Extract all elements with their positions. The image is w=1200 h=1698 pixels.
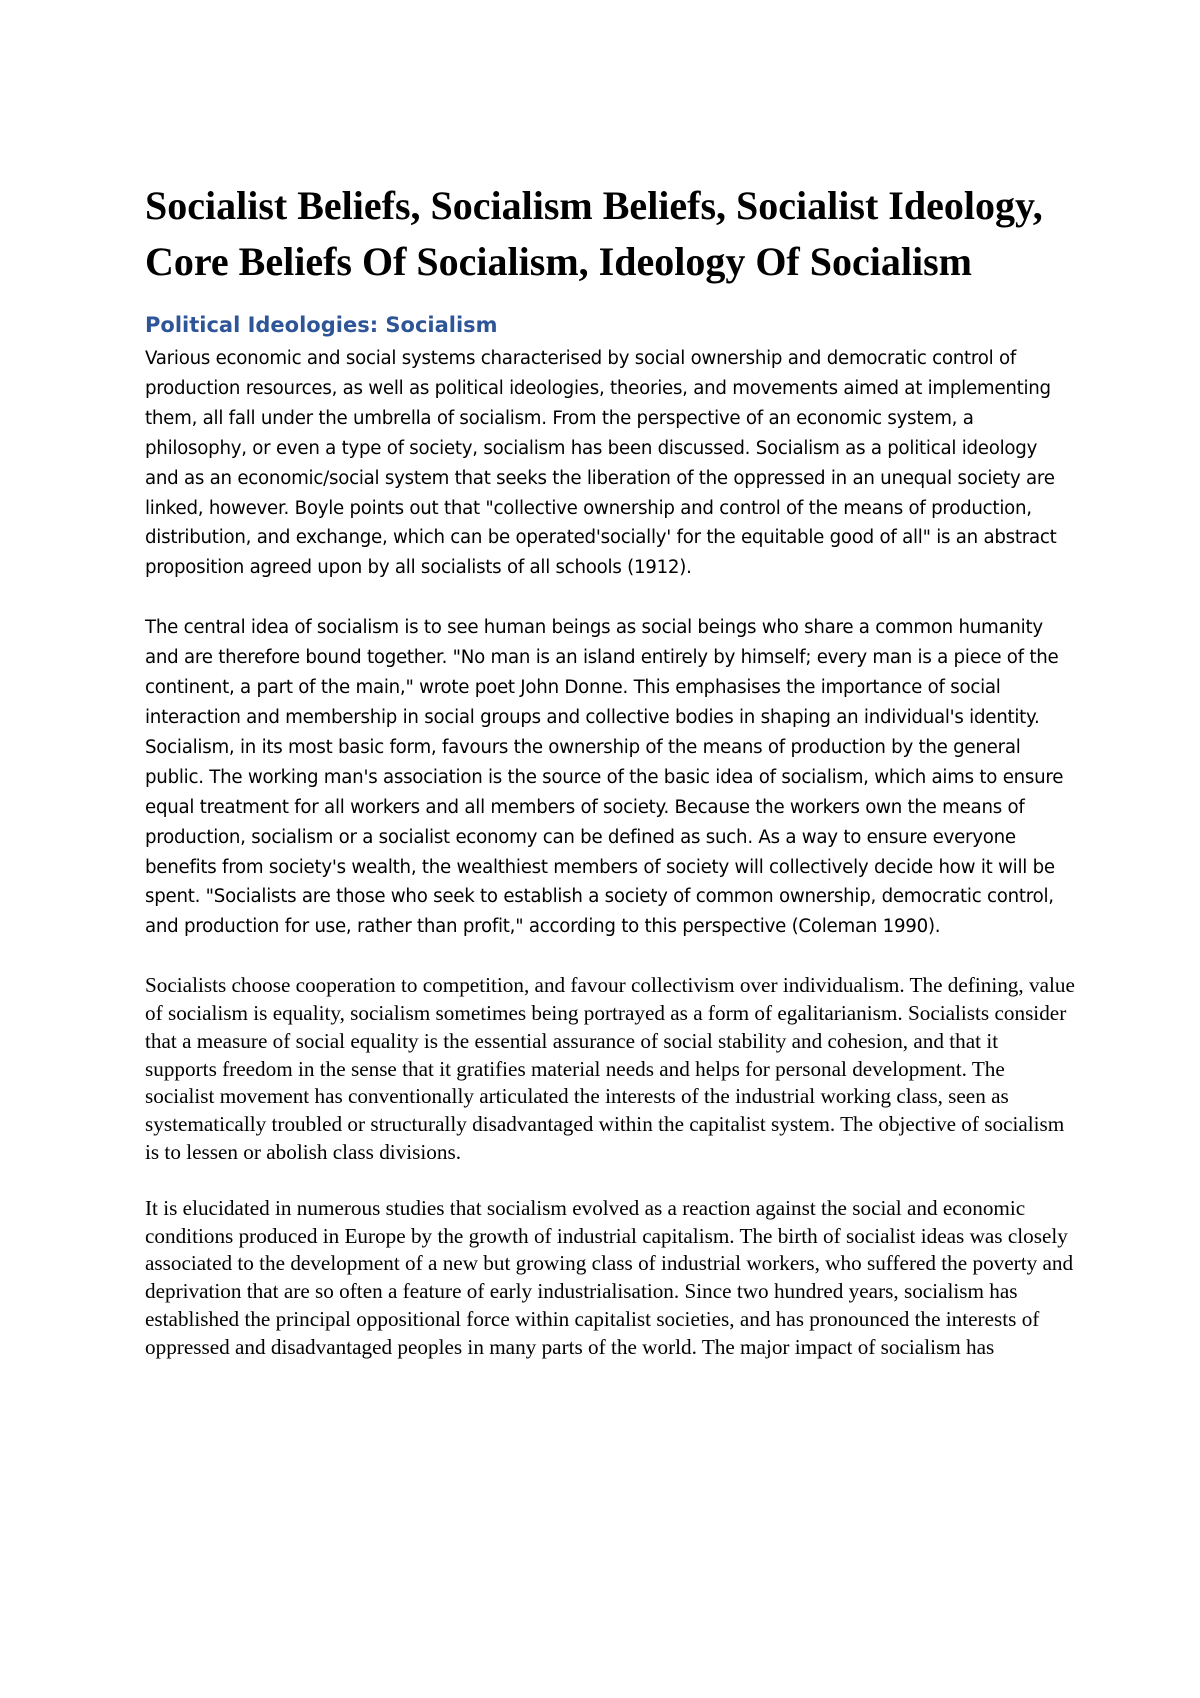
paragraph-history: It is elucidated in numerous studies that socialism evolved as a reaction against the social and economic conditions produced in Europe by the growth of industrial capitalism. The birth of socialist ideas was closely associated to the development of a new but growing class of industrial workers, who suffered the poverty and deprivation that are so often a feature of early industrialisation. Since two hundred years, socialism has established the principal oppositional force within capitalist societies, and has pronounced the interests of oppressed and disadvantaged peoples in many parts of the world. The major impact of socialism has [145,1195,1074,1359]
document-title: Socialist Beliefs, Socialism Beliefs, Socialist Ideology, Core Beliefs Of Socialism, Ideology Of Socialism [145,183,1043,284]
paragraph-central-idea: The central idea of socialism is to see human beings as social beings who share a common humanity and are therefore bound together. "No man is an island entirely by himself; every man is a piece of the continent, a part of the main," wrote poet John Donne. This emphasises the importance of social interaction and membership in social groups and collective bodies in shaping an individual's identity. Socialism, in its most basic form, favours the ownership of the means of production by the general public. The working man's association is the source of the basic idea of socialism, which aims to ensure equal treatment for all workers and all members of society. Because the workers own the means of production, socialism or a socialist economy can be defined as such. As a way to ensure everyone benefits from society's wealth, the wealthiest members of society will collectively decide how it will be spent. "Socialists are those who seek to establish a society of common ownership, democratic control, and production for use, rather than profit," according to this perspective (Coleman 1990). [145,617,1064,938]
section-heading: Political Ideologies: Socialism [145,313,498,337]
document-body [145,178,1075,1362]
paragraph-cooperation: Socialists choose cooperation to competition, and favour collectivism over individualism. The defining, value of socialism is equality, socialism sometimes being portrayed as a form of egalitarianism. Socialists consider that a measure of social equality is the essential assurance of social stability and cohesion, and that it supports freedom in the sense that it gratifies material needs and helps for personal development. The socialist movement has conventionally articulated the interests of the industrial working class, seen as systematically troubled or structurally disadvantaged within the capitalist system. The objective of socialism is to lessen or abolish class divisions. [145,973,1075,1164]
paragraph-intro: Various economic and social systems characterised by social ownership and democratic control of production resources, as well as political ideologies, theories, and movements aimed at implementing them, all fall under the umbrella of socialism. From the perspective of an economic system, a philosophy, or even a type of society, socialism has been discussed. Socialism as a political ideology and as an economic/social system that seeks the liberation of the oppressed in an unequal society are linked, however. Boyle points out that "collective ownership and control of the means of production, distribution, and exchange, which can be operated'socially' for the equitable good of all" is an abstract proposition agreed upon by all socialists of all schools (1912). [145,348,1057,579]
